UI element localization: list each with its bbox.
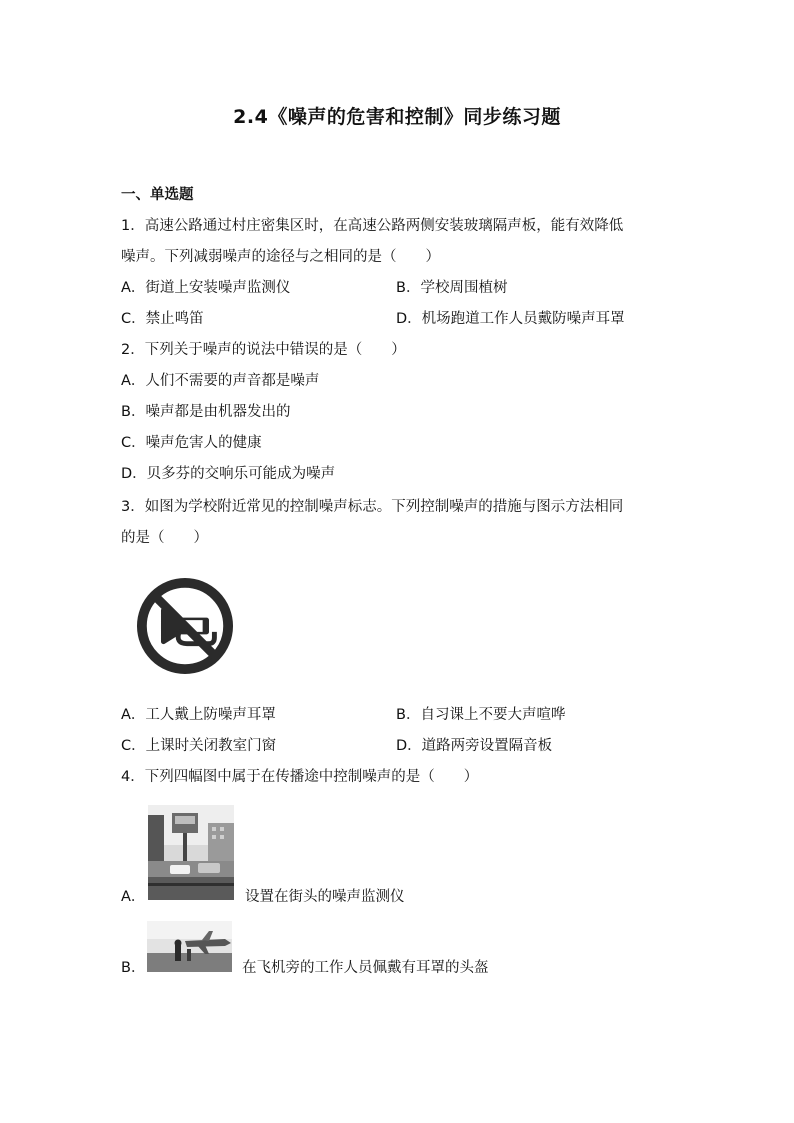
q1-option-c: C．禁止鸣笛 [121, 311, 204, 327]
q3-stem-line1: 3．如图为学校附近常见的控制噪声标志。下列控制噪声的措施与图示方法相同 [121, 499, 624, 515]
q2-option-c: C．噪声危害人的健康 [121, 435, 262, 451]
q4-option-b-label: B． [121, 960, 146, 976]
q3-stem-line2: 的是（ ） [121, 530, 208, 546]
q4-option-a-label: A． [121, 889, 146, 905]
airfield-worker-photo [147, 921, 232, 972]
street-noise-monitor-photo [148, 805, 234, 900]
q4-stem: 4．下列四幅图中属于在传播途中控制噪声的是（ ） [121, 769, 479, 785]
section-heading: 一、单选题 [121, 187, 194, 203]
q1-option-b: B．学校周围植树 [396, 280, 508, 296]
q3-option-c: C．上课时关闭教室门窗 [121, 738, 277, 754]
q1-stem-line2: 噪声。下列减弱噪声的途径与之相同的是（ ） [121, 249, 440, 265]
q3-option-a: A．工人戴上防噪声耳罩 [121, 707, 276, 723]
q4-option-a-caption: 设置在街头的噪声监测仪 [245, 889, 405, 905]
q3-option-d: D．道路两旁设置隔音板 [396, 738, 553, 754]
no-horn-sign-icon [136, 577, 234, 675]
q2-stem: 2．下列关于噪声的说法中错误的是（ ） [121, 342, 406, 358]
page-title: 2.4《噪声的危害和控制》同步练习题 [233, 106, 561, 128]
q1-option-a: A．街道上安装噪声监测仪 [121, 280, 291, 296]
q1-stem-line1: 1．高速公路通过村庄密集区时，在高速公路两侧安装玻璃隔声板，能有效降低 [121, 218, 624, 234]
q4-option-b-caption: 在飞机旁的工作人员佩戴有耳罩的头盔 [242, 960, 489, 976]
q3-option-b: B．自习课上不要大声喧哗 [396, 707, 566, 723]
q2-option-d: D．贝多芬的交响乐可能成为噪声 [121, 466, 336, 482]
q2-option-b: B．噪声都是由机器发出的 [121, 404, 291, 420]
q1-option-d: D．机场跑道工作人员戴防噪声耳罩 [396, 311, 625, 327]
q2-option-a: A．人们不需要的声音都是噪声 [121, 373, 320, 389]
